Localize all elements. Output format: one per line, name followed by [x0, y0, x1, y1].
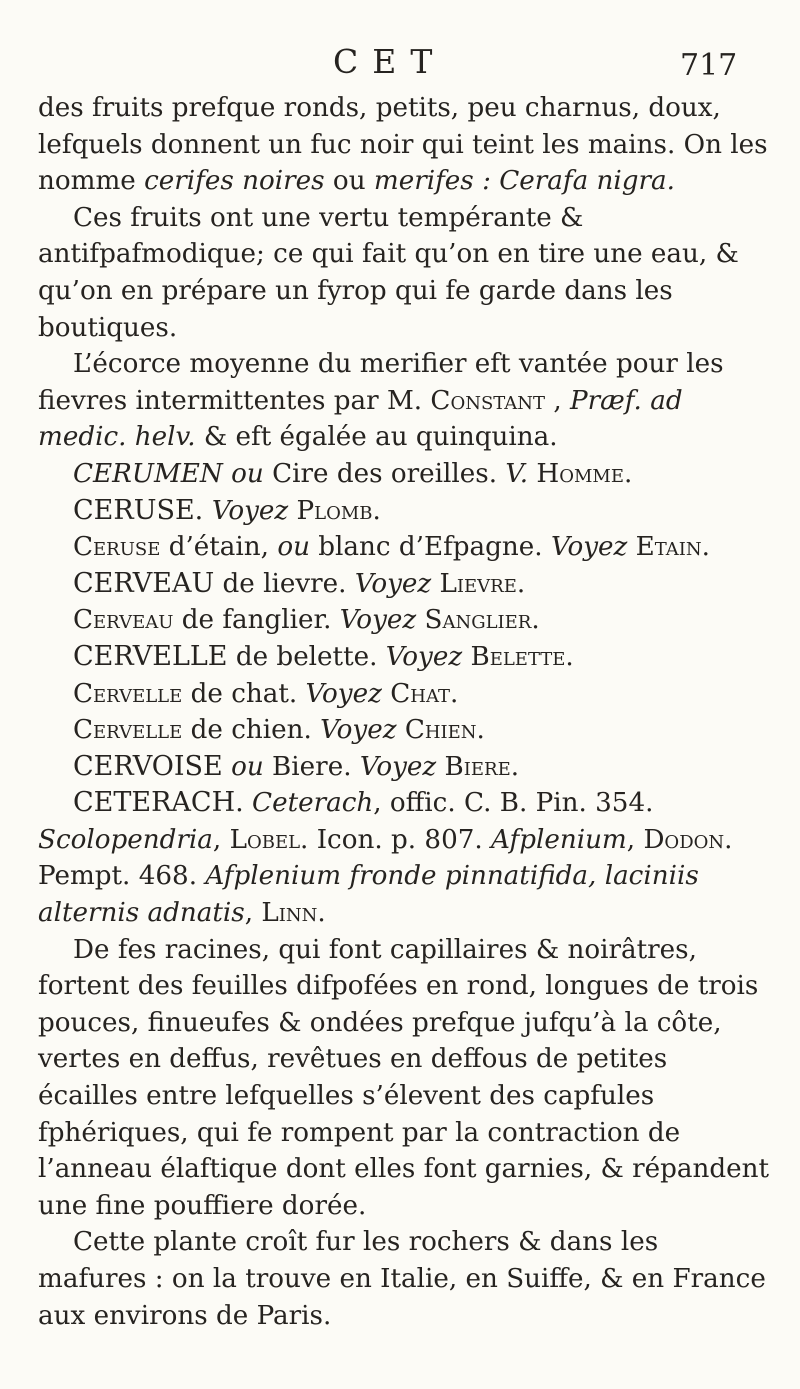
text-run: Afplenium — [491, 824, 627, 855]
paragraph — [38, 90, 772, 200]
text-run: Etain. — [635, 532, 710, 563]
text-run: Biere. — [263, 751, 360, 782]
paragraph — [38, 602, 772, 639]
text-run: Cerveau — [73, 605, 174, 636]
text-run: CERVOISE — [73, 750, 223, 782]
dictionary-text — [38, 90, 772, 1334]
text-run — [223, 752, 231, 782]
text-run: Præf. ad medic. helv. — [38, 385, 683, 453]
text-run: Belette. — [470, 641, 574, 672]
text-run: Ceterach — [252, 788, 374, 819]
text-run: , — [626, 824, 644, 855]
text-run: Voyez — [339, 605, 417, 636]
text-run: Lievre. — [439, 568, 526, 599]
paragraph — [38, 566, 772, 603]
text-run: de lievre. — [214, 568, 355, 599]
text-run: Cette plante croît fur les rochers & dans les mafures : on la trouve en Italie, en Suiffe, & en France aux environs de Paris. — [38, 1227, 766, 1331]
page-number: 717 — [680, 48, 738, 83]
text-run: Constant — [430, 385, 546, 416]
text-run: de chien. — [182, 715, 321, 746]
text-run: blanc d’Efpagne. — [309, 532, 551, 563]
text-run: Chat. — [390, 678, 459, 709]
text-run: cerifes noires — [144, 166, 325, 197]
text-run: CERVELLE — [73, 640, 228, 672]
paragraph — [38, 932, 772, 1225]
text-run: De fes racines, qui font capillaires & noirâtres, fortent des feuilles difpofées en rond, longues de trois pouces, finueufes & ondées prefque jufqu’à la côte, vertes en deffus, revêtues en deffous de petites écailles entre lefquelles s’élevent des capfules fphériques, qui fe rompent par la contraction de l’anneau élaftique dont elles font garnies, & répandent une fine pouffiere dorée. — [38, 934, 770, 1221]
paragraph — [38, 712, 772, 749]
text-run: Cervelle — [73, 678, 183, 709]
paragraph — [38, 1224, 772, 1334]
text-run: CERUSE. — [73, 494, 212, 526]
text-run: ou — [324, 166, 374, 197]
paragraph — [38, 749, 772, 786]
text-run: Voyez — [320, 715, 397, 746]
text-run: Lobel. — [229, 824, 309, 855]
text-run: ou — [277, 532, 310, 563]
text-run: merifes : Cerafa nigra. — [373, 166, 675, 197]
text-run: Biere. — [444, 751, 520, 782]
text-run: L’écorce moyenne du merifier eft vantée pour les fievres intermittentes par M. — [38, 349, 724, 416]
text-run: Sanglier. — [424, 605, 540, 636]
text-run — [397, 715, 405, 745]
text-run: Plomb. — [296, 495, 381, 526]
text-run: CERVEAU — [73, 567, 215, 599]
text-run: ou — [231, 751, 264, 782]
text-run: CETERACH. — [73, 787, 244, 819]
paragraph — [38, 639, 772, 676]
text-run: V. — [505, 458, 529, 489]
text-run — [436, 752, 444, 782]
text-run: , offic. C. B. Pin. 354. — [373, 788, 654, 819]
text-run: Cire des oreilles. — [263, 458, 506, 489]
paragraph — [38, 456, 772, 493]
page-header — [38, 42, 772, 86]
text-run: , — [244, 898, 262, 929]
text-run: CERUMEN — [73, 458, 223, 489]
text-run: Afplenium fronde pinnatifida, laciniis alternis adnatis — [38, 861, 699, 929]
text-run — [627, 532, 635, 562]
text-run: ou — [222, 458, 264, 489]
text-run: Dodon. — [643, 824, 733, 855]
text-run: Voyez — [305, 678, 382, 709]
text-run — [244, 788, 252, 818]
paragraph — [38, 493, 772, 530]
text-run: Voyez — [385, 641, 463, 672]
text-run: Voyez — [211, 495, 289, 526]
text-run: Pempt. 468. — [38, 861, 206, 892]
text-run: Scolopendria — [38, 824, 213, 855]
text-run: , — [545, 385, 571, 416]
paragraph — [38, 785, 772, 931]
text-run: Cervelle — [73, 715, 183, 746]
text-run — [382, 679, 390, 709]
text-run: de belette. — [227, 641, 386, 672]
text-run: Voyez — [550, 532, 628, 563]
paragraph — [38, 346, 772, 456]
paragraph — [38, 676, 772, 713]
text-run — [416, 605, 424, 635]
text-run: Ceruse — [73, 532, 161, 563]
text-run: Chien. — [404, 715, 485, 746]
text-run: de fanglier. — [173, 605, 340, 636]
book-page — [38, 42, 772, 1334]
text-run: d’étain, — [160, 532, 278, 563]
text-run: & eft égalée au quinquina. — [195, 422, 558, 453]
paragraph — [38, 200, 772, 346]
text-run: Linn. — [261, 898, 326, 929]
text-run: Voyez — [354, 568, 432, 599]
text-run — [288, 496, 296, 526]
running-title: CET — [333, 42, 447, 81]
text-run: des fruits prefque ronds, petits, peu charnus, doux, lefquels donnent un fuc noir qui teint les mains. On les nomme — [38, 93, 768, 197]
text-run — [431, 569, 439, 599]
paragraph — [38, 529, 772, 566]
text-run: Voyez — [359, 751, 437, 782]
text-run: , — [212, 824, 230, 855]
text-run: Homme. — [536, 458, 633, 489]
text-run: Icon. p. 807. — [308, 824, 492, 855]
text-run: de chat. — [182, 678, 306, 709]
text-run: Ces fruits ont une vertu tempérante & antifpafmodique; ce qui fait qu’on en tire une eau, & qu’on en prépare un fyrop qui fe garde dans les boutiques. — [38, 202, 739, 343]
